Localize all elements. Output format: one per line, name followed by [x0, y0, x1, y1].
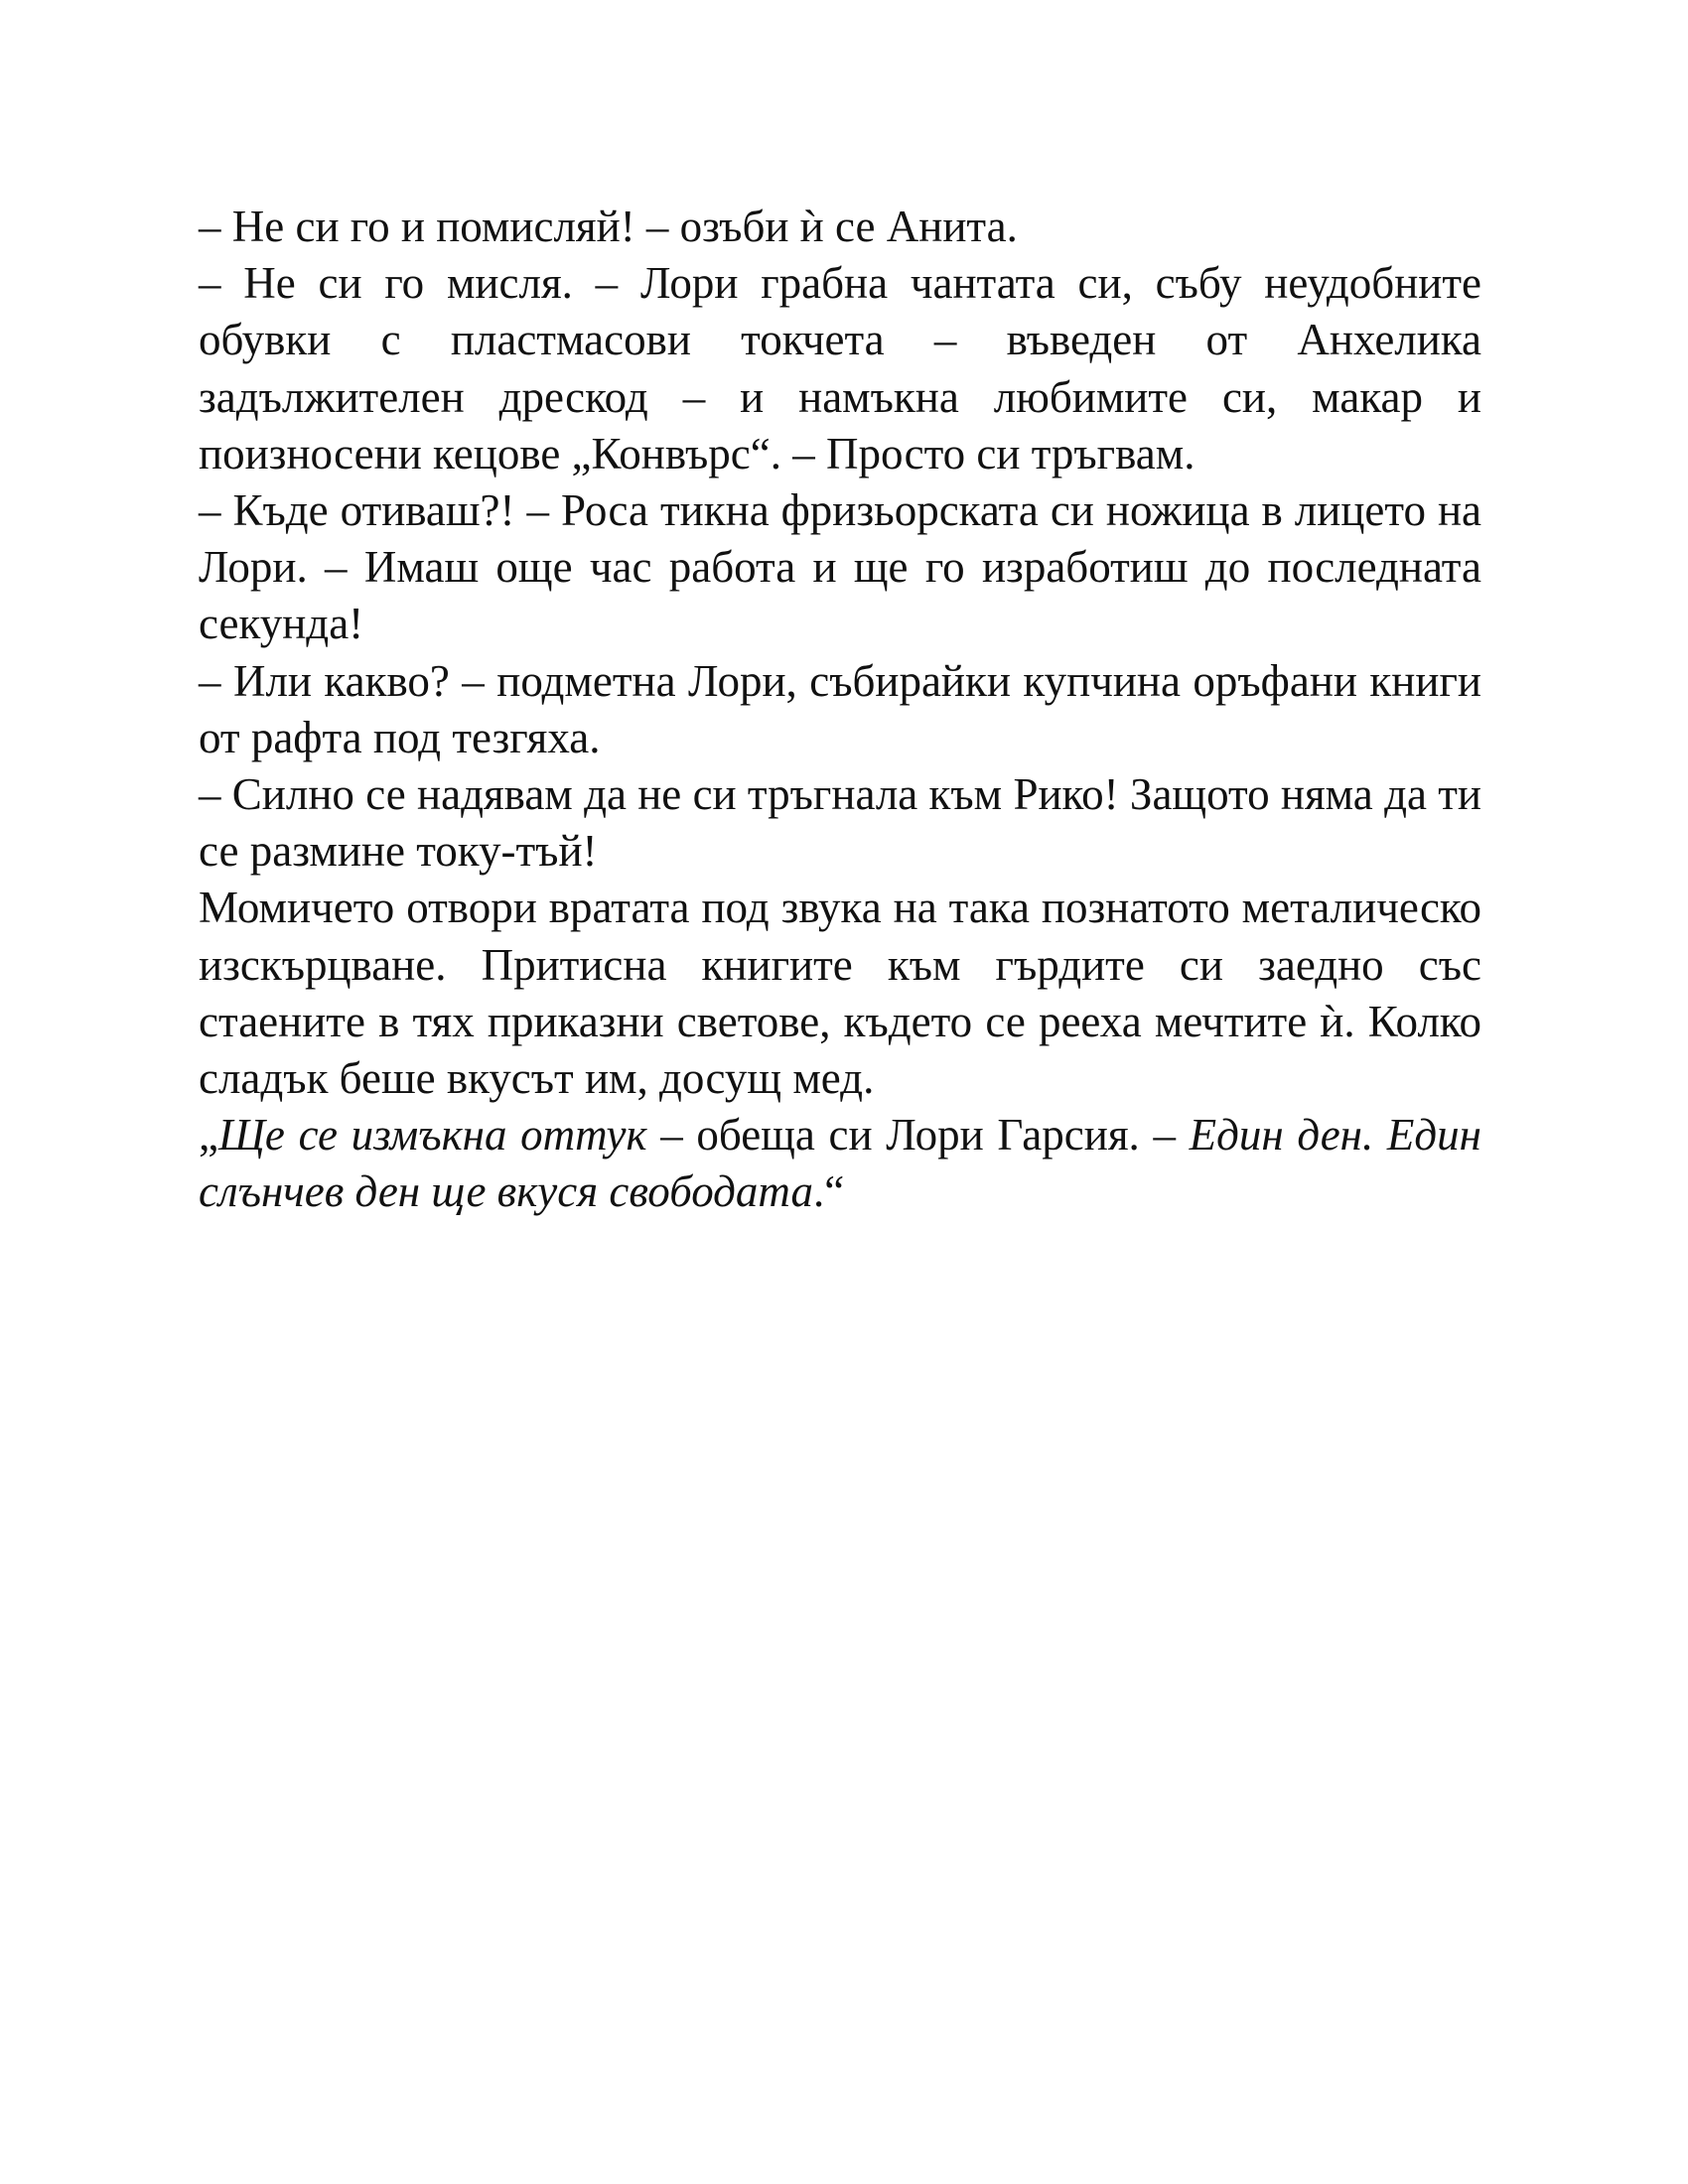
narration: – обеща си Лори Гарсия. – [646, 1110, 1190, 1160]
paragraph-1: – Не си го и помисляй! – озъби ѝ се Анита. [199, 202, 1018, 251]
paragraph-3: – Къде отиваш?! – Роса тикна фризьорската си ножица в лицето на Лори. – Имаш още час работа и ще го изработиш до последната секунда! [199, 485, 1481, 649]
paragraph-5: – Силно се надявам да не си тръгнала към Рико! Защото няма да ти се размине току-тъй! [199, 769, 1481, 877]
close-quote: .“ [812, 1166, 845, 1217]
paragraph-2: – Не си го мисля. – Лори грабна чантата си, събу неудобните обувки с пластмасови токчета – въведен от Анхелика задължителен дрескод – и намъкна любимите си, макар и поизносени кецове „Конвърс“. – Просто си тръгвам. [199, 258, 1481, 478]
italic-thought-2: Един ден. Един слънчев ден ще вкуся свободата [199, 1110, 1481, 1217]
paragraph-6: Момичето отвори вратата под звука на така познатото металическо изскърцване. Притисна книгите към гърдите си заедно със стаените в тях приказни светове, където се рееха мечтите ѝ. Колко сладък беше вкусът им, досущ мед. [199, 883, 1481, 1104]
body-text [199, 199, 1481, 1221]
paragraph-4: – Или какво? – подметна Лори, събирайки купчина оръфани книги от рафта под тезгяха. [199, 655, 1481, 762]
open-quote: „ [199, 1110, 218, 1160]
italic-thought-1: Ще се измъкна оттук [217, 1110, 647, 1160]
paragraph-7 [199, 1107, 1481, 1220]
